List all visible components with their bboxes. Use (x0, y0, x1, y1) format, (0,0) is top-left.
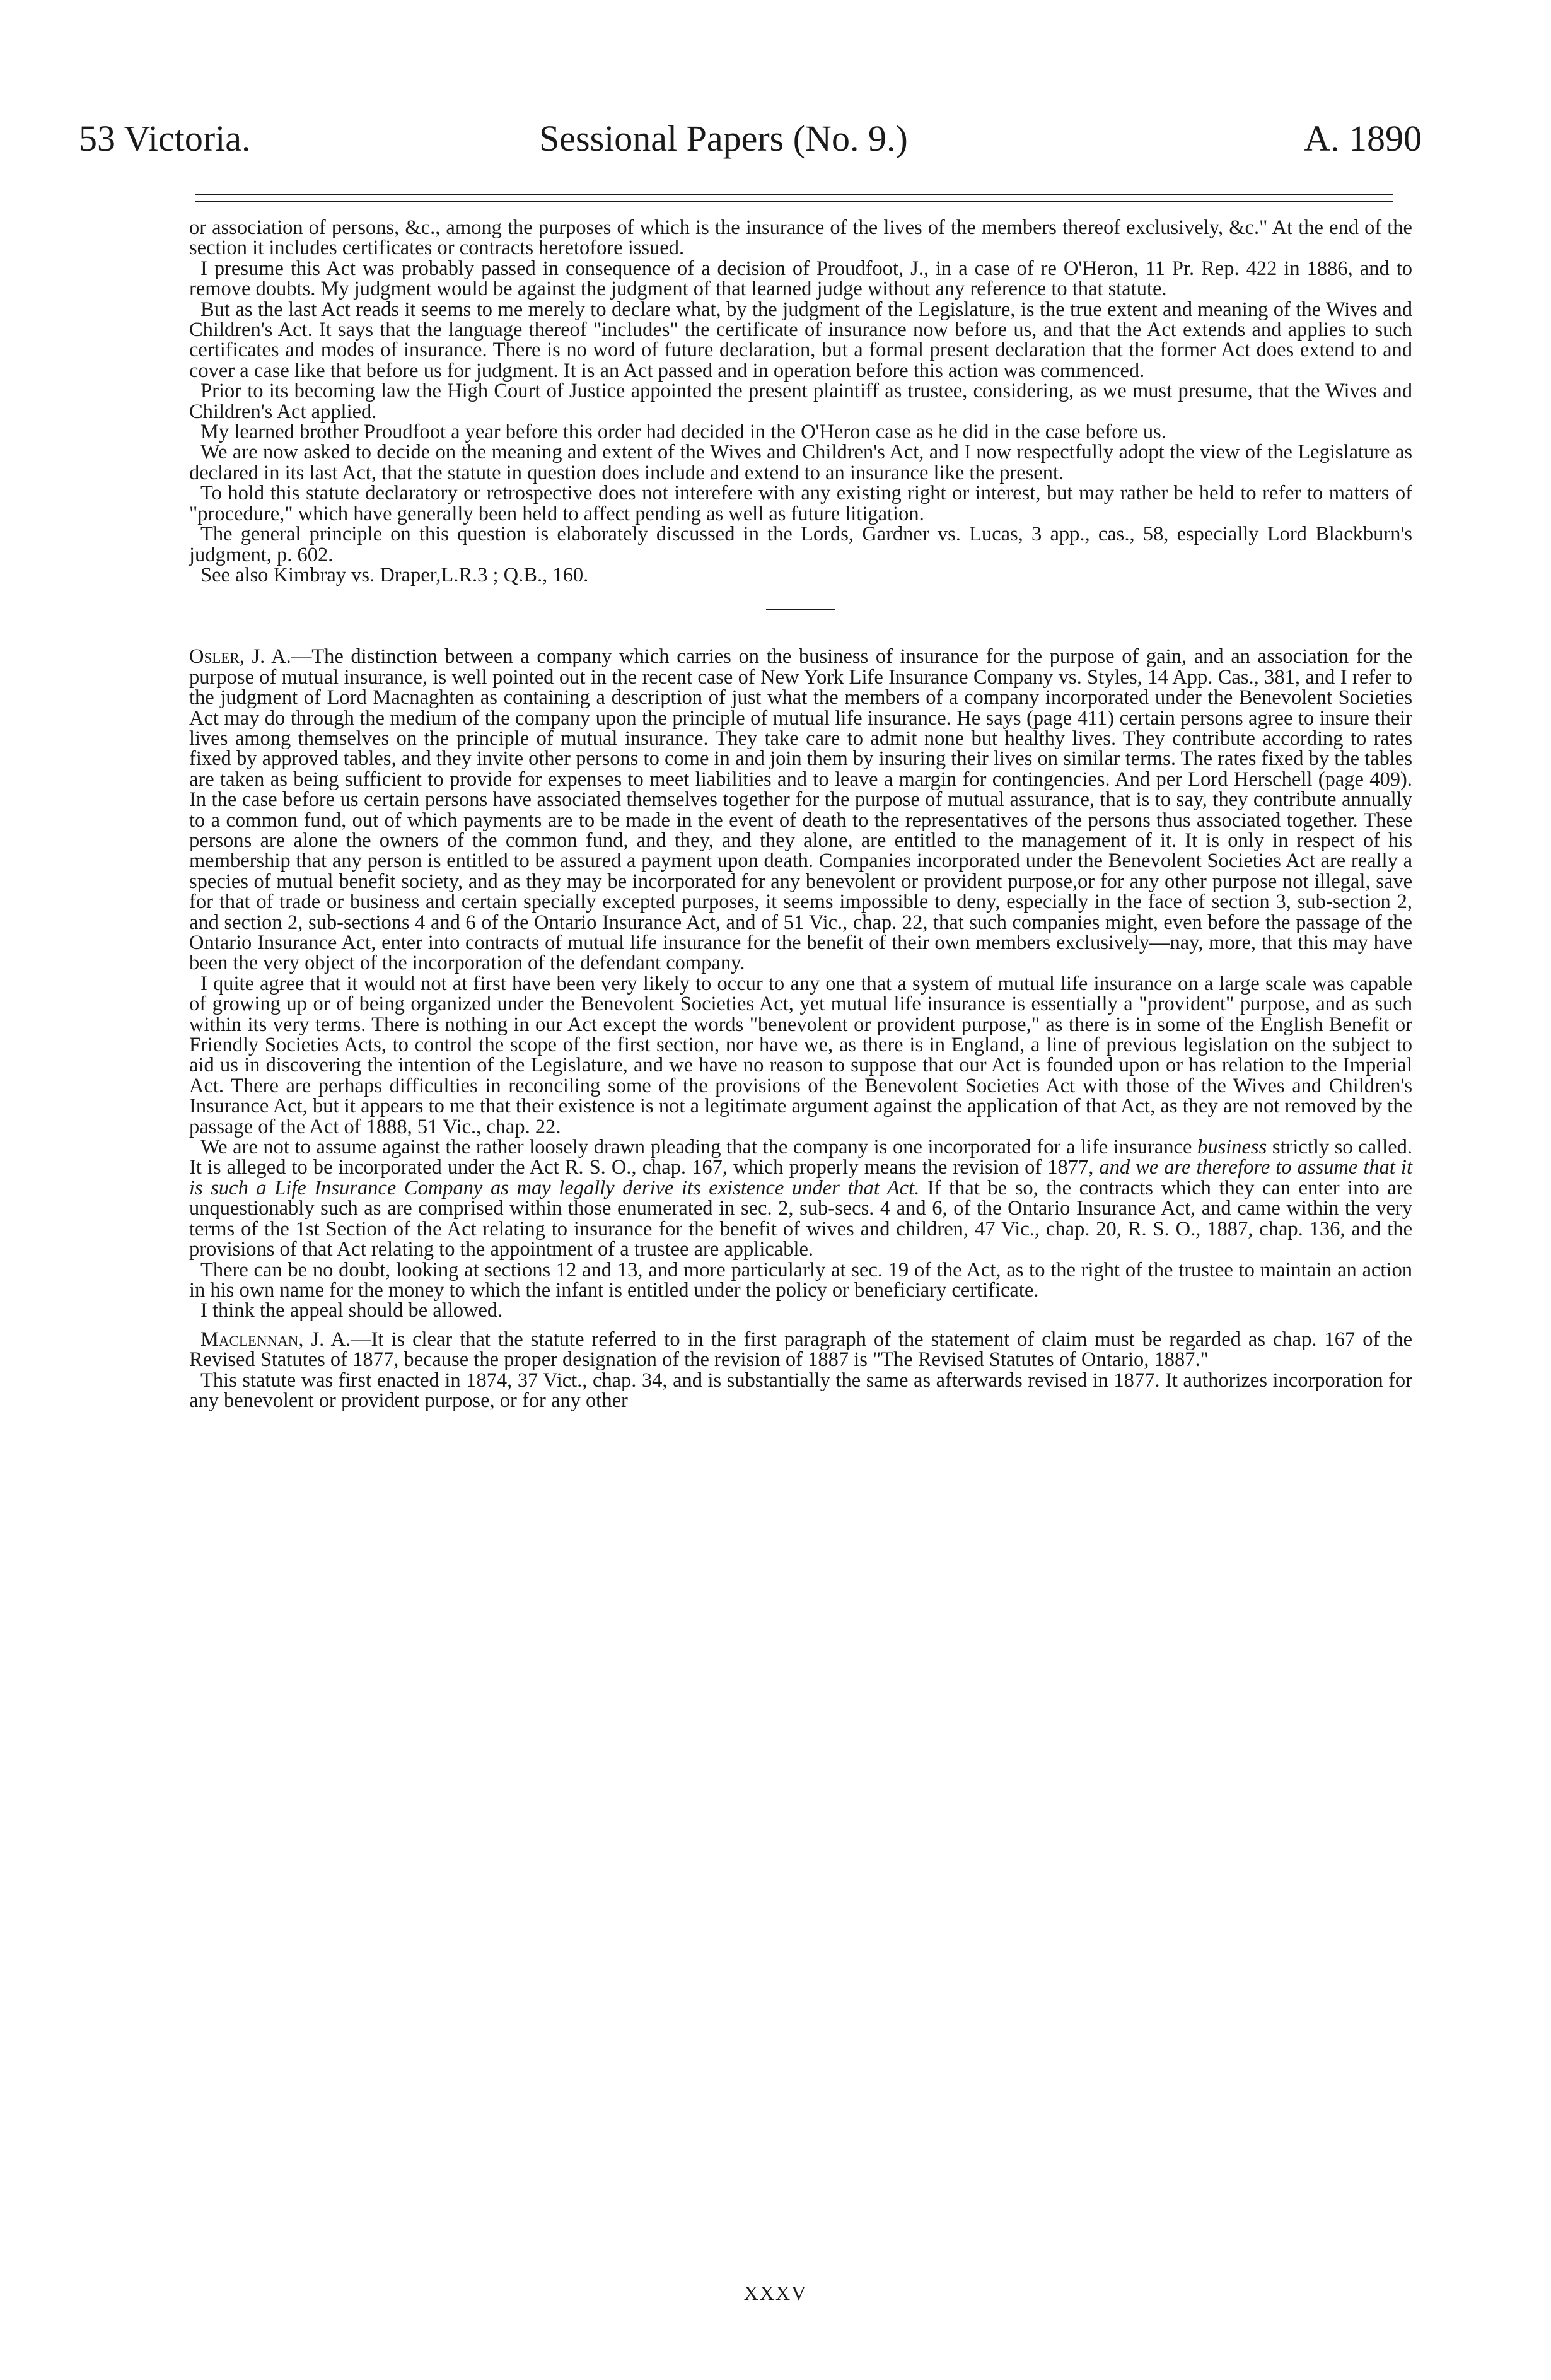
page-number: XXXV (743, 2282, 808, 2304)
italic-run: and we are therefore to assume that it is such a Life Insurance Company as may legally derive its existence under that Act. (189, 1156, 1412, 1199)
paragraph: I presume this Act was probably passed in consequence of a decision of Proudfoot, J., in a case of re O'Heron, 11 Pr. Rep. 422 in 1886, and to remove doubts. My judgment would be against the judgment of that learned judge without any reference to that statute. (189, 257, 1412, 301)
maclennan-judgment-intro (189, 1329, 1412, 1370)
paragraph-we-are-not (189, 1137, 1412, 1259)
paragraph: The general principle on this question is elaborately discussed in the Lords, Gardner vs. Lucas, 3 app., cas., 58, especially Lord Blackburn's judgment, p. 602. (189, 523, 1412, 566)
section-divider (766, 609, 835, 610)
running-header (79, 110, 1422, 167)
paragraph: I think the appeal should be allowed. (200, 1299, 503, 1322)
osler-intro-text: , J. A.—The distinction between a company which carries on the business of insurance for the purpose of gain, and an association for the purpose of mutual insurance, is well pointed out in the recent case of New York Life Insurance Company vs. Styles, 14 App. Cas., 381, and I refer to the judgment of Lord Macnaghten as containing a description of just what the members of a company incorporated under the Benevolent Societies Act may do through the medium of the company upon the principle of mutual life insurance. He says (page 411) certain persons agree to insure their lives among themselves on the principle of mutual insurance. They take care to admit none but healthy lives. They contribute according to rates fixed by approved tables, and they invite other persons to come in and join them by insuring their lives on similar terms. The rates fixed by the tables are taken as being sufficient to provide for expenses to meet liabilities and to leave a margin for contingencies. And per Lord Herschell (page 409). In the case before us certain persons have associated themselves together for the purpose of mutual assurance, that is to say, they contribute annually to a common fund, out of which payments are to be made in the event of death to the representatives of the persons thus associated together. These persons are alone the owners of the common fund, and they, and they alone, are entitled to the management of it. It is only in respect of his membership that any person is entitled to be assured a payment upon death. Companies incorporated under the Benevolent Societies Act are really a species of mutual benefit society, and as they may be incorporated for any benevolent or provident purpose,or for any other purpose not illegal, save for that of trade or business and certain specially excepted purposes, it seems impossible to deny, especially in the face of section 3, sub-section 2, and section 2, sub-sections 4 and 6 of the Ontario Insurance Act, and of 51 Vic., chap. 22, that such companies might, even before the passage of the Ontario Insurance Act, enter into contracts of mutual life insurance for the benefit of their own members exclusively—nay, more, that this may have been the very object of the incorporation of the defendant company. (189, 645, 1412, 975)
paragraph: or association of persons, &c., among the purposes of which is the insurance of the lives of the members thereof exclusively, &c." At the end of the section it includes certificates or contracts heretofore issued. (189, 216, 1412, 260)
text-run: We are not to assume against the rather loosely drawn pleading that the company is one incorporated for a life insurance (200, 1136, 1198, 1159)
paragraph: Prior to its becoming law the High Court of Justice appointed the present plaintiff as trustee, considering, as we must presume, that the Wives and Children's Act applied. (189, 380, 1412, 423)
header-rule-top (195, 194, 1393, 195)
paragraph: There can be no doubt, looking at sections 12 and 13, and more particularly at sec. 19 of the Act, as to the right of the trustee to maintain an action in his own name for the money to which the infant is entitled under the policy or beneficiary certificate. (189, 1258, 1412, 1302)
paragraph: To hold this statute declaratory or retrospective does not interefere with any existing right or interest, but may rather be held to refer to matters of "procedure," which have generally been held to affect pending as well as future litigation. (189, 482, 1412, 525)
paragraph: I quite agree that it would not at first have been very likely to occur to any one that a system of mutual life insurance on a large scale was capable of growing up or of being organized under the Benevolent Societies Act, yet mutual life insurance is essentially a "provident" purpose, and as such within its very terms. There is nothing in our Act except the words "benevolent or provident purpose," as there is in some of the English Benefit or Friendly Societies Acts, to control the scope of the first section, nor have we, as there is in England, a line of previous legislation on the subject to aid us in discovering the intention of the Legislature, and we have no reason to suppose that our Act is founded upon or has relation to the Imperial Act. There are perhaps difficulties in reconciling some of the provisions of the Benevolent Societies Act with those of the Wives and Children's Insurance Act, but it appears to me that their existence is not a legitimate argument against the application of that Act, as they are not removed by the passage of the Act of 1888, 51 Vic., chap. 22. (189, 972, 1412, 1138)
text-run: strictly so called. It is alleged to be incorporated under the Act R. S. O., chap. 167, which properly means the revision of 1877, (189, 1136, 1412, 1179)
osler-judgment-intro (189, 646, 1412, 974)
header-session: 53 Victoria. (79, 118, 251, 159)
paragraph: This statute was first enacted in 1874, 37 Vict., chap. 34, and is substantially the same as afterwards revised in 1877. It authorizes incorporation for any benevolent or provident purpose, or for any other (189, 1368, 1412, 1412)
judge-name-osler: Osler (189, 645, 240, 668)
judge-name-maclennan: Maclennan (200, 1327, 299, 1351)
header-year: A. 1890 (1304, 118, 1422, 159)
text-run: If that be so, the contracts which they can enter into are unquestionably such as are comprised within those enumerated in sec. 2, sub-secs. 4 and 6, of the Ontario Insurance Act, and came within the very terms of the 1st Section of the Act relating to insurance for the benefit of wives and children, 47 Vic., chap. 20, R. S. O., 1887, chap. 136, and the provisions of that Act relating to the appointment of a trustee are applicable. (189, 1176, 1412, 1261)
header-rule-bottom (195, 201, 1393, 202)
paragraph: My learned brother Proudfoot a year before this order had decided in the O'Heron case as he did in the case before us. (200, 421, 1166, 444)
paragraph: See also Kimbray vs. Draper,L.R.3 ; Q.B., 160. (200, 563, 589, 586)
paragraph: But as the last Act reads it seems to me merely to declare what, by the judgment of the Legislature, is the true extent and meaning of the Wives and Children's Act. It says that the language thereof "includes" the certificate of insurance now before us, and that the Act extends and applies to such certificates and modes of insurance. There is no word of future declaration, but a formal present declaration that the former Act does extend to and cover a case like that before us for judgment. It is an Act passed and in operation before this action was commenced. (189, 298, 1412, 382)
paragraph: We are now asked to decide on the meaning and extent of the Wives and Children's Act, and I now respectfully adopt the view of the Legislature as declared in its last Act, that the statute in question does include and extend to an insurance like the present. (189, 441, 1412, 484)
maclennan-intro-text: , J. A.—It is clear that the statute referred to in the first paragraph of the statement of claim must be regarded as chap. 167 of the Revised Statutes of 1877, because the proper designation of the revision of 1887 is "The Revised Statutes of Ontario, 1887." (189, 1327, 1412, 1372)
header-title: Sessional Papers (No. 9.) (539, 118, 908, 159)
document-body (189, 218, 1412, 1411)
italic-run: business (1197, 1136, 1267, 1159)
